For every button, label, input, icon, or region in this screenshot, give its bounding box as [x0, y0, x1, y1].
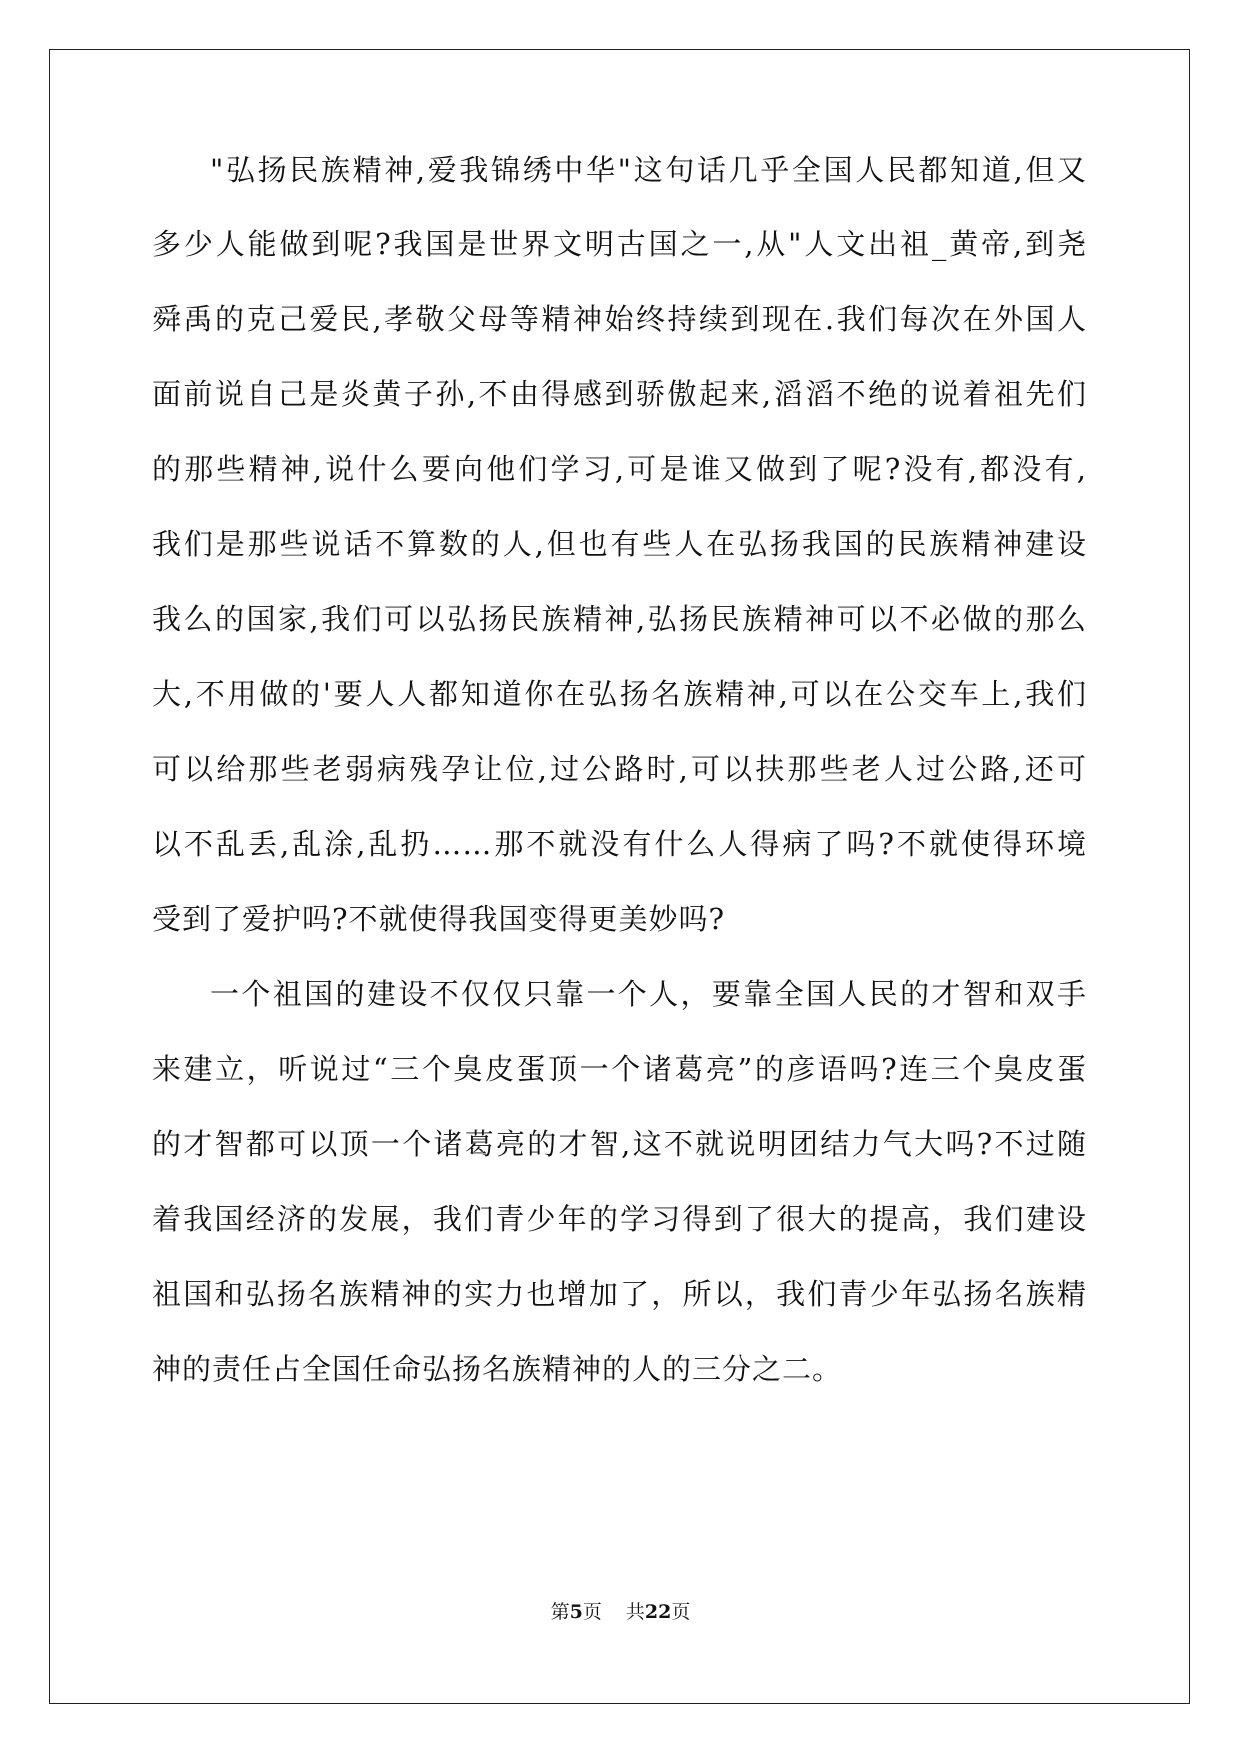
- text-line: "弘扬民族精神,爱我锦绣中华"这句话几乎全国人民都知道,但又: [210, 153, 1087, 187]
- total-pages-indicator: [626, 1601, 690, 1623]
- total-suffix: 页: [671, 1601, 691, 1623]
- text-line: 我们是那些说话不算数的人,但也有些人在弘扬我国的民族精神建设: [152, 527, 1087, 561]
- text-line: 面前说自己是炎黄子孙,不由得感到骄傲起来,滔滔不绝的说着祖先们: [152, 377, 1087, 411]
- text-line: 我么的国家,我们可以弘扬民族精神,弘扬民族精神可以不必做的那么: [152, 602, 1087, 636]
- text-line: 多少人能做到呢?我国是世界文明古国之一,从"人文出祖_黄帝,到尧: [152, 227, 1087, 261]
- page-indicator: [551, 1601, 602, 1623]
- text-line: 的才智都可以顶一个诸葛亮的才智,这不就说明团结力气大吗?不过随: [152, 1127, 1087, 1161]
- text-line: 以不乱丢,乱涂,乱扔……那不就没有什么人得病了吗?不就使得环境: [152, 827, 1087, 861]
- text-line: 神的责任占全国任命弘扬名族精神的人的三分之二。: [152, 1352, 843, 1386]
- page-footer: [0, 1600, 1241, 1624]
- text-line: 受到了爱护吗?不就使得我国变得更美妙吗?: [152, 902, 726, 936]
- text-line: 大,不用做的'要人人都知道你在弘扬名族精神,可以在公交车上,我们: [152, 677, 1087, 711]
- text-line: 一个祖国的建设不仅仅只靠一个人，要靠全国人民的才智和双手: [210, 977, 1087, 1011]
- text-line: 着我国经济的发展，我们青少年的学习得到了很大的提高，我们建设: [152, 1202, 1087, 1236]
- page-suffix: 页: [582, 1601, 602, 1623]
- text-line: 来建立，听说过“三个臭皮蛋顶一个诸葛亮”的彦语吗?连三个臭皮蛋: [152, 1052, 1087, 1086]
- text-line: 可以给那些老弱病残孕让位,过公路时,可以扶那些老人过公路,还可: [152, 752, 1087, 786]
- page-prefix: 第: [550, 1601, 570, 1623]
- total-number: 22: [644, 1601, 672, 1623]
- text-line: 祖国和弘扬名族精神的实力也增加了，所以，我们青少年弘扬名族精: [152, 1277, 1087, 1311]
- page-number: 5: [569, 1601, 583, 1623]
- text-line: 舜禹的克己爱民,孝敬父母等精神始终持续到现在.我们每次在外国人: [152, 302, 1087, 336]
- total-prefix: 共: [625, 1601, 645, 1623]
- text-line: 的那些精神,说什么要向他们学习,可是谁又做到了呢?没有,都没有,: [152, 452, 1087, 486]
